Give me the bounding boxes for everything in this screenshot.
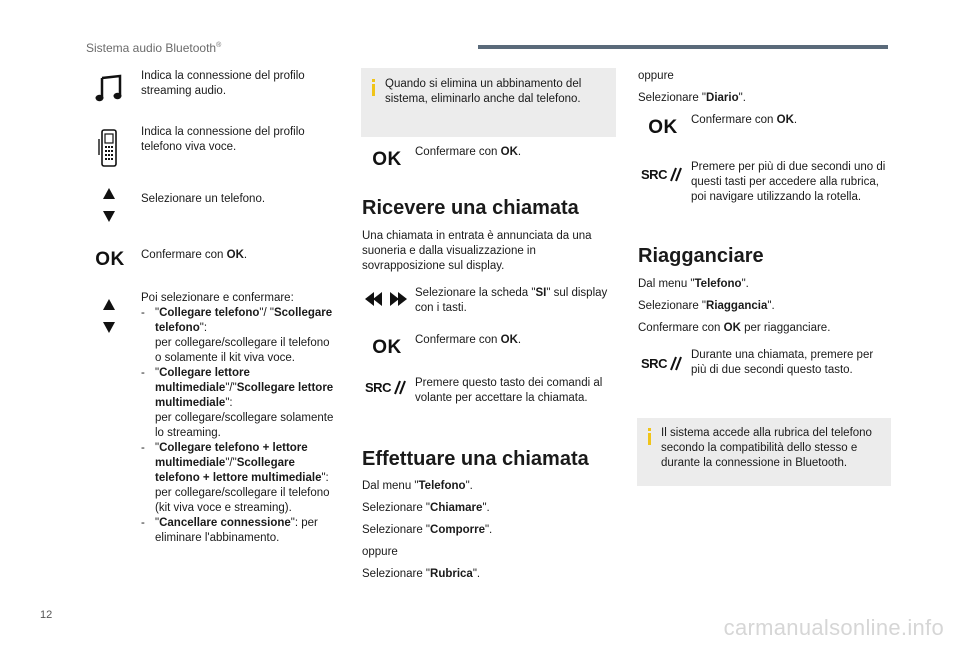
watermark: carmanualsonline.info [723, 615, 944, 640]
heading-hang-up: Riagganciare [638, 245, 764, 267]
list-item: - "Collegare telefono"/ "Scollegare telefono": per collegare/scollegare il telefono o solamente il kit viva voce. [141, 307, 333, 364]
src-steering-button-icon: SRC [362, 376, 410, 398]
list-item: - "Collegare telefono + lettore multimediale"/"Scollegare telefono + lettore multimediale": per collegare/scollegare il telefono (kit viva voce e streaming). [141, 442, 330, 514]
select-diario-text: Selezionare "Diario". [638, 92, 746, 104]
select-comporre-text: Selezionare "Comporre". [362, 524, 493, 536]
info-box [361, 68, 616, 137]
info-text: Il sistema accede alla rubrica del telefono secondo la compatibilità dello stesso e durante la connessione in Bluetooth. [661, 427, 872, 469]
menu-telefono-text: Dal menu "Telefono". [638, 278, 749, 290]
then-select-text: Poi selezionare e confermare: [141, 292, 294, 304]
list-item: - "Collegare lettore multimediale"/"Scollegare lettore multimediale": per collegare/scollegare solamente lo streaming. [141, 367, 334, 439]
mobile-phone-icon [96, 128, 122, 168]
select-phone-text: Selezionare un telefono. [141, 193, 266, 205]
select-si-text: Selezionare la scheda "SI" sul display con i tasti. [415, 287, 608, 314]
select-riaggancia-text: Selezionare "Riaggancia". [638, 300, 775, 312]
ok-button-icon: OK [372, 336, 402, 358]
page-number: 12 [40, 609, 53, 621]
src-steering-button-icon: SRC [638, 352, 686, 374]
page-header-title: Sistema audio Bluetooth® [86, 41, 222, 55]
phone-profile-text: Indica la connessione del profilo telefono viva voce. [141, 126, 305, 153]
left-right-arrows-icon [364, 290, 408, 308]
during-call-text: Durante una chiamata, premere per più di due secondi questo tasto. [691, 349, 874, 376]
info-text: Quando si elimina un abbinamento del sistema, eliminarlo anche dal telefono. [385, 78, 582, 105]
ok-button-icon: OK [372, 148, 402, 170]
oppure-text: oppure [362, 546, 398, 558]
audio-profile-text: Indica la connessione del profilo streaming audio. [141, 70, 305, 97]
menu-telefono-text: Dal menu "Telefono". [362, 480, 473, 492]
list-item: - "Cancellare connessione": per eliminare l'abbinamento. [141, 517, 318, 544]
ok-button-icon: OK [648, 116, 678, 138]
press-rubrica-text: Premere per più di due secondi uno di questi tasti per accedere alla rubrica, poi navigare utilizzando la rotella. [691, 161, 886, 203]
oppure-text: oppure [638, 70, 674, 82]
confirm-ok-text: Confermare con OK. [141, 249, 248, 261]
info-box [637, 418, 891, 486]
confirm-ok-text: Confermare con OK. [415, 146, 522, 158]
up-down-arrows-icon [96, 185, 122, 225]
header-bar [478, 45, 888, 49]
heading-make-call: Effettuare una chiamata [362, 448, 589, 470]
confirm-hangup-text: Confermare con OK per riagganciare. [638, 322, 831, 334]
confirm-ok-text: Confermare con OK. [691, 114, 798, 126]
press-accept-text: Premere questo tasto dei comandi al volante per accettare la chiamata. [415, 377, 603, 404]
ok-button-icon: OK [95, 248, 125, 270]
confirm-ok-text: Confermare con OK. [415, 334, 522, 346]
select-chiamare-text: Selezionare "Chiamare". [362, 502, 490, 514]
info-icon [372, 84, 375, 96]
select-rubrica-text: Selezionare "Rubrica". [362, 568, 481, 580]
music-note-icon [92, 74, 126, 104]
receive-call-text: Una chiamata in entrata è annunciata da una suoneria e dalla visualizzazione in sovrapposizione sul display. [362, 230, 592, 272]
info-icon [648, 433, 651, 445]
options-block [141, 291, 336, 546]
heading-receive-call: Ricevere una chiamata [362, 197, 579, 219]
src-steering-button-icon: SRC [638, 163, 686, 185]
up-down-arrows-icon [96, 296, 122, 336]
